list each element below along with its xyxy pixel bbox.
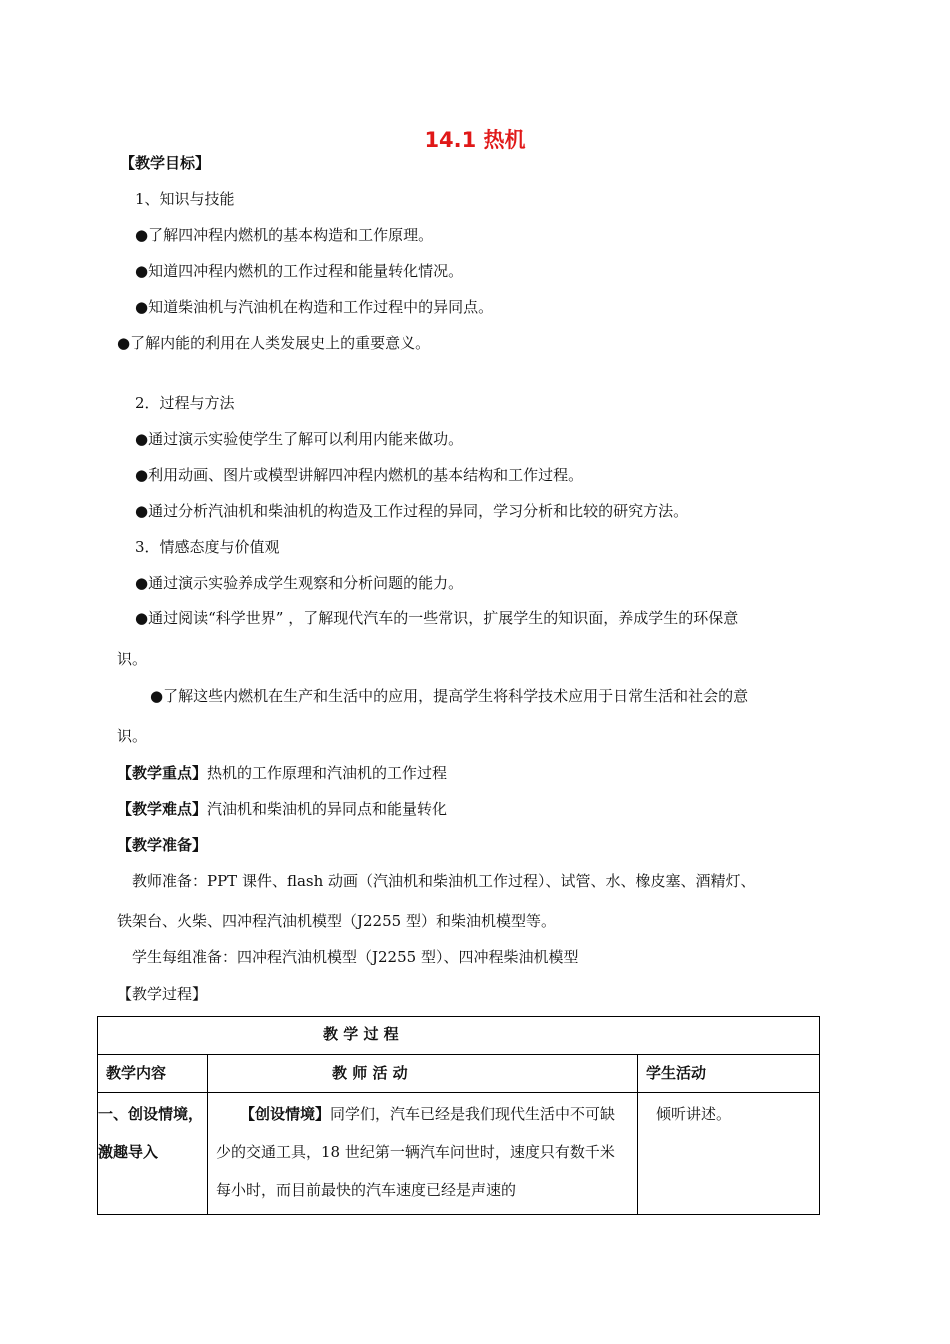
knowledge-item: ●了解四冲程内燃机的基本构造和工作原理。 <box>135 226 434 244</box>
process-method-heading: 2．过程与方法 <box>135 394 235 412</box>
emotion-item: ●通过阅读“科学世界” ，了解现代汽车的一些常识，扩展学生的知识面，养成学生的环保意 <box>135 609 739 627</box>
preparation-heading: 【教学准备】 <box>117 836 208 854</box>
row-teacher-label: 【创设情境】 <box>240 1105 331 1123</box>
knowledge-heading: 1、知识与技能 <box>135 190 235 208</box>
header-content: 教学内容 <box>98 1055 208 1093</box>
row-teacher-text: 同学们，汽车已经是我们现代生活中不可缺少的交通工具，18 世纪第一辆汽车问世时，速度只有数千米每小时，而目前最快的汽车速度已经是声速的 <box>216 1105 616 1199</box>
difficulty-label: 【教学难点】 <box>117 800 208 818</box>
key-point-text: 热机的工作原理和汽油机的工作过程 <box>207 764 448 782</box>
objectives-heading: 【教学目标】 <box>120 154 211 172</box>
emotion-item-cont: 识。 <box>117 650 148 668</box>
table-caption: 教 学 过 程 <box>98 1017 820 1055</box>
teacher-preparation-cont: 铁架台、火柴、四冲程汽油机模型（J2255 型）和柴油机模型等。 <box>117 912 556 930</box>
header-teacher: 教 师 活 动 <box>208 1055 638 1093</box>
row-teacher <box>208 1093 638 1215</box>
teacher-preparation: 教师准备：PPT 课件、flash 动画（汽油机和柴油机工作过程）、试管、水、橡皮塞、酒精灯、 <box>132 872 756 890</box>
emotion-heading: 3．情感态度与价值观 <box>135 538 280 556</box>
row-student: 倾听讲述。 <box>638 1093 820 1215</box>
header-student: 学生活动 <box>638 1055 820 1093</box>
process-item: ●通过分析汽油机和柴油机的构造及工作过程的异同，学习分析和比较的研究方法。 <box>135 502 689 520</box>
emotion-item: ●了解这些内燃机在生产和生活中的应用，提高学生将科学技术应用于日常生活和社会的意 <box>150 687 749 705</box>
process-heading: 【教学过程】 <box>117 985 208 1003</box>
key-point <box>117 763 447 783</box>
knowledge-item: ●知道柴油机与汽油机在构造和工作过程中的异同点。 <box>135 298 494 316</box>
row-content: 一、创设情境，激趣导入 <box>98 1093 208 1215</box>
process-item: ●利用动画、图片或模型讲解四冲程内燃机的基本结构和工作过程。 <box>135 466 584 484</box>
key-point-label: 【教学重点】 <box>117 764 208 782</box>
difficulty <box>117 799 447 819</box>
process-item: ●通过演示实验使学生了解可以利用内能来做功。 <box>135 430 464 448</box>
emotion-item: ●通过演示实验养成学生观察和分析问题的能力。 <box>135 574 464 592</box>
emotion-item-cont: 识。 <box>117 727 148 745</box>
knowledge-item: ●知道四冲程内燃机的工作过程和能量转化情况。 <box>135 262 464 280</box>
teaching-process-table <box>97 1016 820 1215</box>
student-preparation: 学生每组准备：四冲程汽油机模型（J2255 型）、四冲程柴油机模型 <box>132 948 579 966</box>
page-title: 14.1 热机 <box>424 128 526 152</box>
difficulty-text: 汽油机和柴油机的异同点和能量转化 <box>207 800 448 818</box>
knowledge-item: ●了解内能的利用在人类发展史上的重要意义。 <box>117 334 431 352</box>
